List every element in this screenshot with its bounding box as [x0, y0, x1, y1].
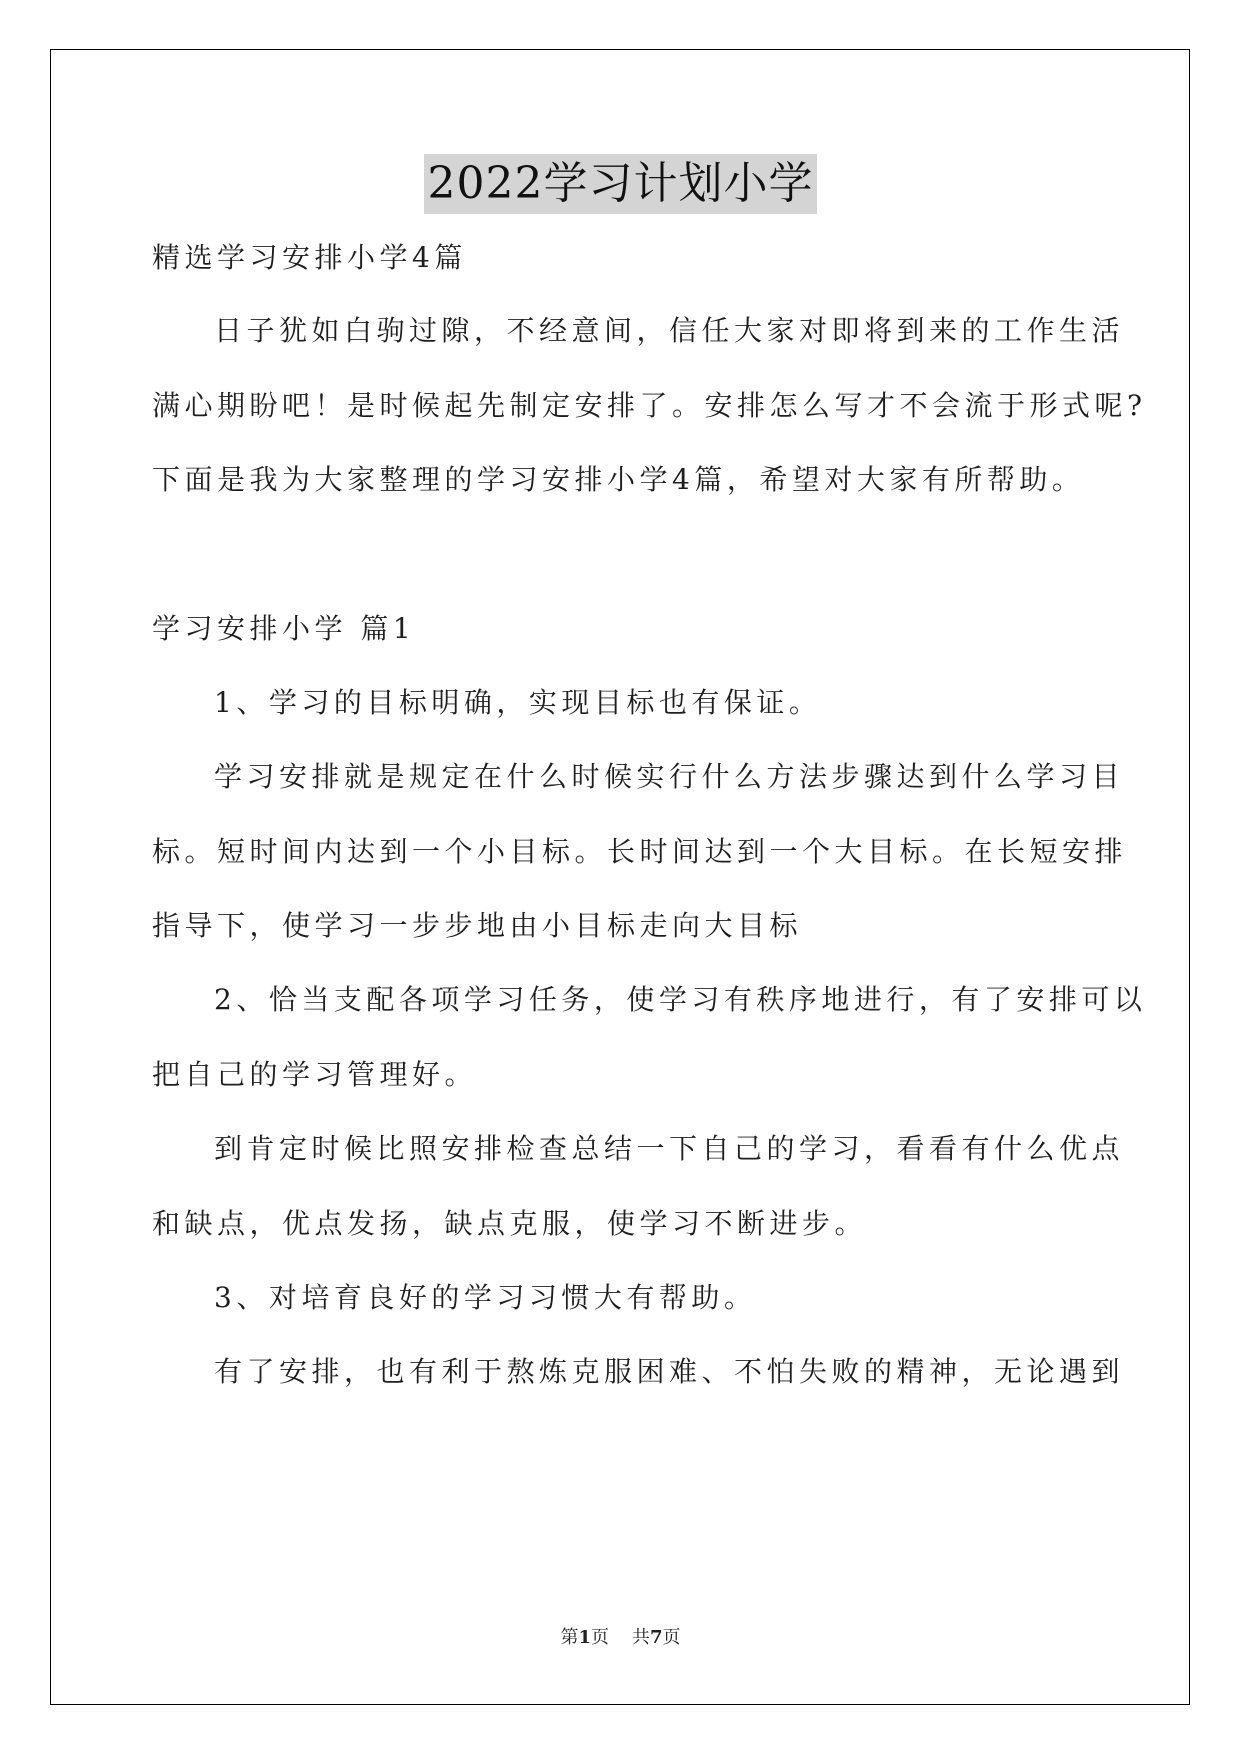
footer-prefix: 第	[560, 1627, 579, 1648]
paragraph-2-line-1: 学习安排就是规定在什么时候实行什么方法步骤达到什么学习目	[214, 760, 1125, 793]
footer-mid: 页 共	[591, 1627, 650, 1648]
footer-suffix: 页	[662, 1627, 681, 1648]
page-border	[50, 49, 1190, 1705]
intro-line-2: 满心期盼吧！是时候起先制定安排了。安排怎么写才不会流于形式呢?	[152, 389, 1147, 422]
paragraph-1: 1、学习的目标明确，实现目标也有保证。	[214, 686, 822, 719]
paragraph-4-line-2: 和缺点，优点发扬，缺点克服，使学习不断进步。	[152, 1207, 868, 1240]
title-container	[0, 154, 1241, 214]
paragraph-6-line-1: 有了安排，也有利于熬炼克服困难、不怕失败的精神，无论遇到	[214, 1355, 1125, 1388]
intro-line-1: 日子犹如白驹过隙，不经意间，信任大家对即将到来的工作生活	[214, 314, 1125, 347]
paragraph-5: 3、对培育良好的学习习惯大有帮助。	[214, 1281, 757, 1314]
footer-total-pages: 7	[649, 1627, 663, 1648]
document-title: 2022学习计划小学	[424, 154, 818, 214]
paragraph-3-line-2: 把自己的学习管理好。	[152, 1058, 478, 1091]
footer-page-number: 1	[578, 1627, 592, 1648]
intro-line-3: 下面是我为大家整理的学习安排小学4篇，希望对大家有所帮助。	[152, 463, 1085, 496]
subtitle: 精选学习安排小学4篇	[152, 241, 467, 274]
paragraph-3-line-1: 2、恰当支配各项学习任务，使学习有秩序地进行，有了安排可以	[214, 983, 1147, 1016]
paragraph-2-line-2: 标。短时间内达到一个小目标。长时间达到一个大目标。在长短安排	[152, 835, 1128, 868]
section-heading: 学习安排小学 篇1	[152, 612, 416, 645]
paragraph-4-line-1: 到肯定时候比照安排检查总结一下自己的学习，看看有什么优点	[214, 1132, 1125, 1165]
page-footer	[0, 1623, 1241, 1649]
paragraph-2-line-3: 指导下，使学习一步步地由小目标走向大目标	[152, 909, 803, 942]
